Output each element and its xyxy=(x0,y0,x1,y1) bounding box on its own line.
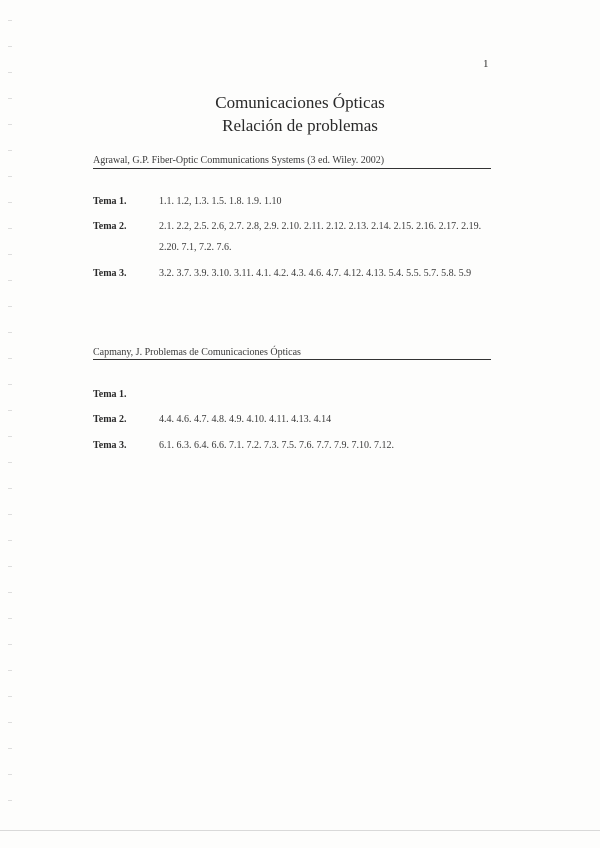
section2-row-tema2 xyxy=(93,409,489,430)
reference-agrawal: Agrawal, G.P. Fiber-Optic Communications Systems (3 ed. Wiley. 2002) xyxy=(93,155,385,166)
document-subtitle: Relación de problemas xyxy=(222,116,378,135)
section1-row-tema3 xyxy=(93,263,489,284)
tema-label: Tema 3. xyxy=(93,440,127,451)
problem-list: 3.2. 3.7. 3.9. 3.10. 3.11. 4.1. 4.2. 4.3. 4.6. 4.7. 4.12. 4.13. 5.4. 5.5. 5.7. 5.8. 5.9 xyxy=(159,268,472,279)
tema-label: Tema 1. xyxy=(93,389,127,400)
section2-row-tema1 xyxy=(93,384,489,405)
tema-label: Tema 1. xyxy=(93,196,127,207)
problem-list: 6.1. 6.3. 6.4. 6.6. 7.1. 7.2. 7.3. 7.5. 7.6. 7.7. 7.9. 7.10. 7.12. xyxy=(159,440,394,451)
scan-bottom-edge xyxy=(0,830,600,831)
tema-label: Tema 2. xyxy=(93,221,127,232)
tema-label: Tema 2. xyxy=(93,414,127,425)
problem-list: 1.1. 1.2, 1.3. 1.5. 1.8. 1.9. 1.10 xyxy=(159,196,282,207)
reference-underline xyxy=(93,359,491,360)
page-number: 1 xyxy=(483,58,489,70)
reference-underline xyxy=(93,168,491,169)
problem-list xyxy=(159,384,489,405)
document-title: Comunicaciones Ópticas xyxy=(215,93,385,112)
problem-list: 2.1. 2.2, 2.5. 2.6, 2.7. 2.8, 2.9. 2.10. 2.11. 2.12. 2.13. 2.14. 2.15. 2.16. 2.17. 2.19. 2.20. 7.1, 7.2. 7.6. xyxy=(159,221,482,253)
reference-capmany: Capmany, J. Problemas de Comunicaciones Ópticas xyxy=(93,347,301,358)
tema-label: Tema 3. xyxy=(93,268,127,279)
scan-edge-marks xyxy=(8,20,12,820)
section1-row-tema2 xyxy=(93,216,489,258)
section2-row-tema3 xyxy=(93,435,489,456)
section1-row-tema1 xyxy=(93,191,489,212)
problem-list: 4.4. 4.6. 4.7. 4.8. 4.9. 4.10. 4.11. 4.13. 4.14 xyxy=(159,414,332,425)
